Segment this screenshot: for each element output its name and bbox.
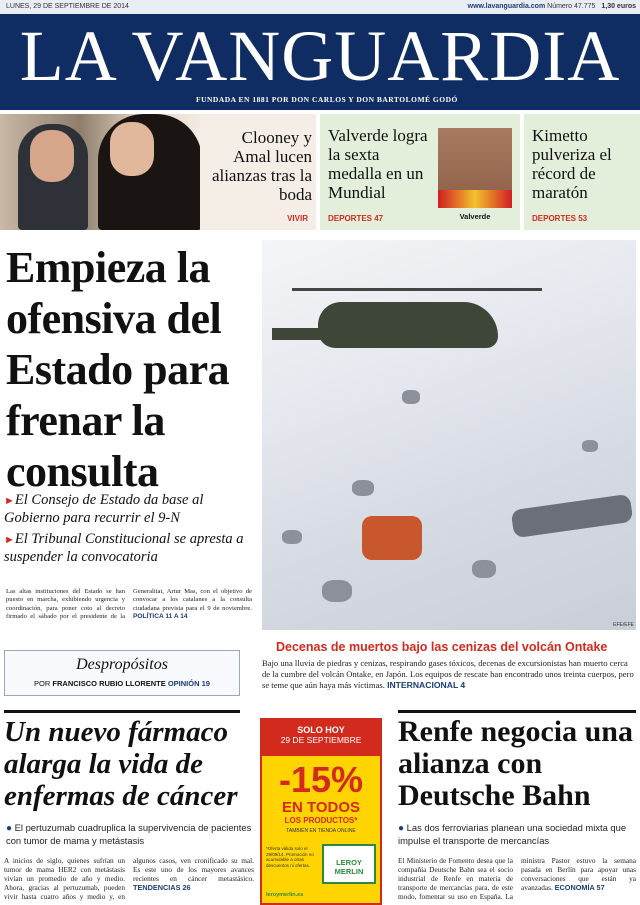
teaser-headline: Kimetto pulveriza el récord de maratón: [532, 126, 612, 202]
rotor: [292, 288, 542, 291]
opinion-box[interactable]: [4, 650, 240, 696]
lead-bullets: [4, 492, 256, 570]
lead-bullet: ►El Tribunal Constitucional se apresta a suspender la convocatoria: [4, 531, 244, 565]
valverde-photo: [438, 128, 512, 208]
page-ref[interactable]: POLÍTICA 11 A 14: [133, 612, 188, 620]
story-right-headline[interactable]: Renfe negocia una alianza con Deutsche Bahn: [398, 715, 633, 812]
teaser-clooney[interactable]: [0, 114, 316, 230]
opinion-title: Despropósitos: [76, 656, 168, 673]
issue-info: [468, 3, 636, 10]
story-left-sub: ● El pertuzumab cuadruplica la supervivencia de pacientes con tumor de mama y metástasis: [6, 822, 252, 846]
masthead: [0, 14, 640, 110]
teaser-section: VIVIR: [287, 214, 308, 223]
page-ref[interactable]: INTERNACIONAL 4: [387, 679, 466, 690]
issue-date: LUNES, 29 DE SEPTIEMBRE DE 2014: [6, 3, 129, 10]
website-link[interactable]: www.lavanguardia.com: [467, 3, 546, 10]
teaser-valverde[interactable]: [320, 114, 520, 230]
arrow-icon: ►: [4, 534, 15, 546]
teaser-strip: [0, 114, 640, 234]
opinion-byline: POR FRANCISCO RUBIO LLORENTE OPINIÓN 19: [34, 679, 210, 688]
page-ref[interactable]: TENDENCIAS 26: [133, 883, 191, 892]
story-right-sub: ● Las dos ferroviarias planean una sociedad mixta que impulse el transporte de mercancías: [398, 822, 627, 846]
ad-productos: LOS PRODUCTOS*: [284, 816, 358, 825]
lead-body: Las altas instituciones del Estado se han puesto en marcha, exhibiendo urgencia y coordinación, para poner coto al decreto firmado el sábado por el presidente de la Generalitat, Artur Mas, con el objetivo de convocar a los catalanes a la consulta ciudadana prevista para el 9 de noviembre. POLÍTICA 11 A 14: [6, 588, 252, 620]
price: 1,30 euros: [601, 3, 636, 10]
founded-line: FUNDADA EN 1881 POR DON CARLOS Y DON BARTOLOMÉ GODÓ: [196, 95, 458, 104]
leroy-merlin-logo: LEROY MERLIN: [322, 844, 376, 884]
teaser-section: DEPORTES 53: [532, 214, 588, 223]
issue-number: Número 47.775: [547, 3, 596, 10]
teaser-section: DEPORTES 47: [328, 214, 384, 223]
story-right-body: El Ministerio de Fomento desea que la compañía Deutsche Bahn sea el socio industrial de Renfe en materia de transporte de mercancías para, de este modo, fomentar su uso en España. La ministra Pastor estuvo la semana pasada en Berlín para apoyar unas conversaciones que están ya avanzadas. ECONOMÍA 57: [398, 856, 636, 901]
teaser-headline: Clooney y Amal lucen alianzas tras la boda: [211, 128, 312, 204]
section-rule: [398, 710, 636, 713]
helicopter: [318, 302, 498, 348]
ad-fine-print: *Oferta válida solo el 29/09/14. Promoción no acumulable a otras descuentos ni ofertas.: [266, 846, 314, 868]
ad-website[interactable]: leroymerlin.es: [266, 892, 304, 898]
lead-headline[interactable]: Empieza la ofensiva del Estado para frenar la consulta: [6, 243, 230, 496]
clooney-photo: [0, 114, 200, 230]
story-left-headline[interactable]: Un nuevo fármaco alarga la vida de enfermas de cáncer: [4, 716, 238, 812]
photo-caption: Bajo una lluvia de piedras y cenizas, respirando gases tóxicos, decenas de excursionistas han muerto cerca de la cumbre del volcán Ontake, en Japón. Los equipos de rescate han encontrado unos treinta cuerpos, pero se teme que aún haya más víctimas. INTERNACIONAL 4: [262, 658, 634, 690]
bullet-icon: ●: [398, 823, 405, 834]
story-left-body: A inicios de siglo, quienes sufrían un tumor de mama HER2 con metástasis vivían un promedio de año y medio. Ahora, gracias al pertuzumab, pueden vivir hasta cuatro años y medio y, en algunos casos, ven cronificado su mal. Es este uno de los mayores avances recientes en cáncer metastásico. TENDENCIAS 26: [4, 856, 254, 901]
teaser-kimetto[interactable]: [524, 114, 640, 230]
photo-caption: Valverde: [459, 212, 491, 221]
helicopter-shadow: [511, 494, 634, 538]
top-bar: [0, 0, 640, 14]
photo-credit: EFE/EFE: [613, 622, 634, 628]
newspaper-logo: LA VANGUARDIA: [19, 16, 621, 96]
ad-en-todos: EN TODOS: [281, 799, 361, 816]
arrow-icon: ►: [4, 495, 15, 507]
bullet-icon: ●: [6, 823, 13, 834]
ad-header: SOLO HOY 29 DE SEPTIEMBRE: [262, 720, 380, 756]
section-rule: [4, 710, 240, 713]
rescue-team: [362, 516, 422, 560]
volcano-rescue-photo: [262, 240, 636, 630]
photo-caption-headline[interactable]: Decenas de muertos bajo las cenizas del volcán Ontake: [276, 640, 608, 654]
page-ref[interactable]: ECONOMÍA 57: [554, 883, 605, 892]
ad-discount: -15%: [278, 759, 364, 800]
teaser-headline: Valverde logra la sexta medalla en un Mundial: [328, 126, 428, 202]
lead-bullet: ►El Consejo de Estado da base al Gobierno para recurrir el 9-N: [4, 492, 204, 526]
leroy-merlin-ad[interactable]: [260, 718, 382, 905]
ad-online: TAMBIÉN EN TIENDA ONLINE: [286, 828, 356, 834]
